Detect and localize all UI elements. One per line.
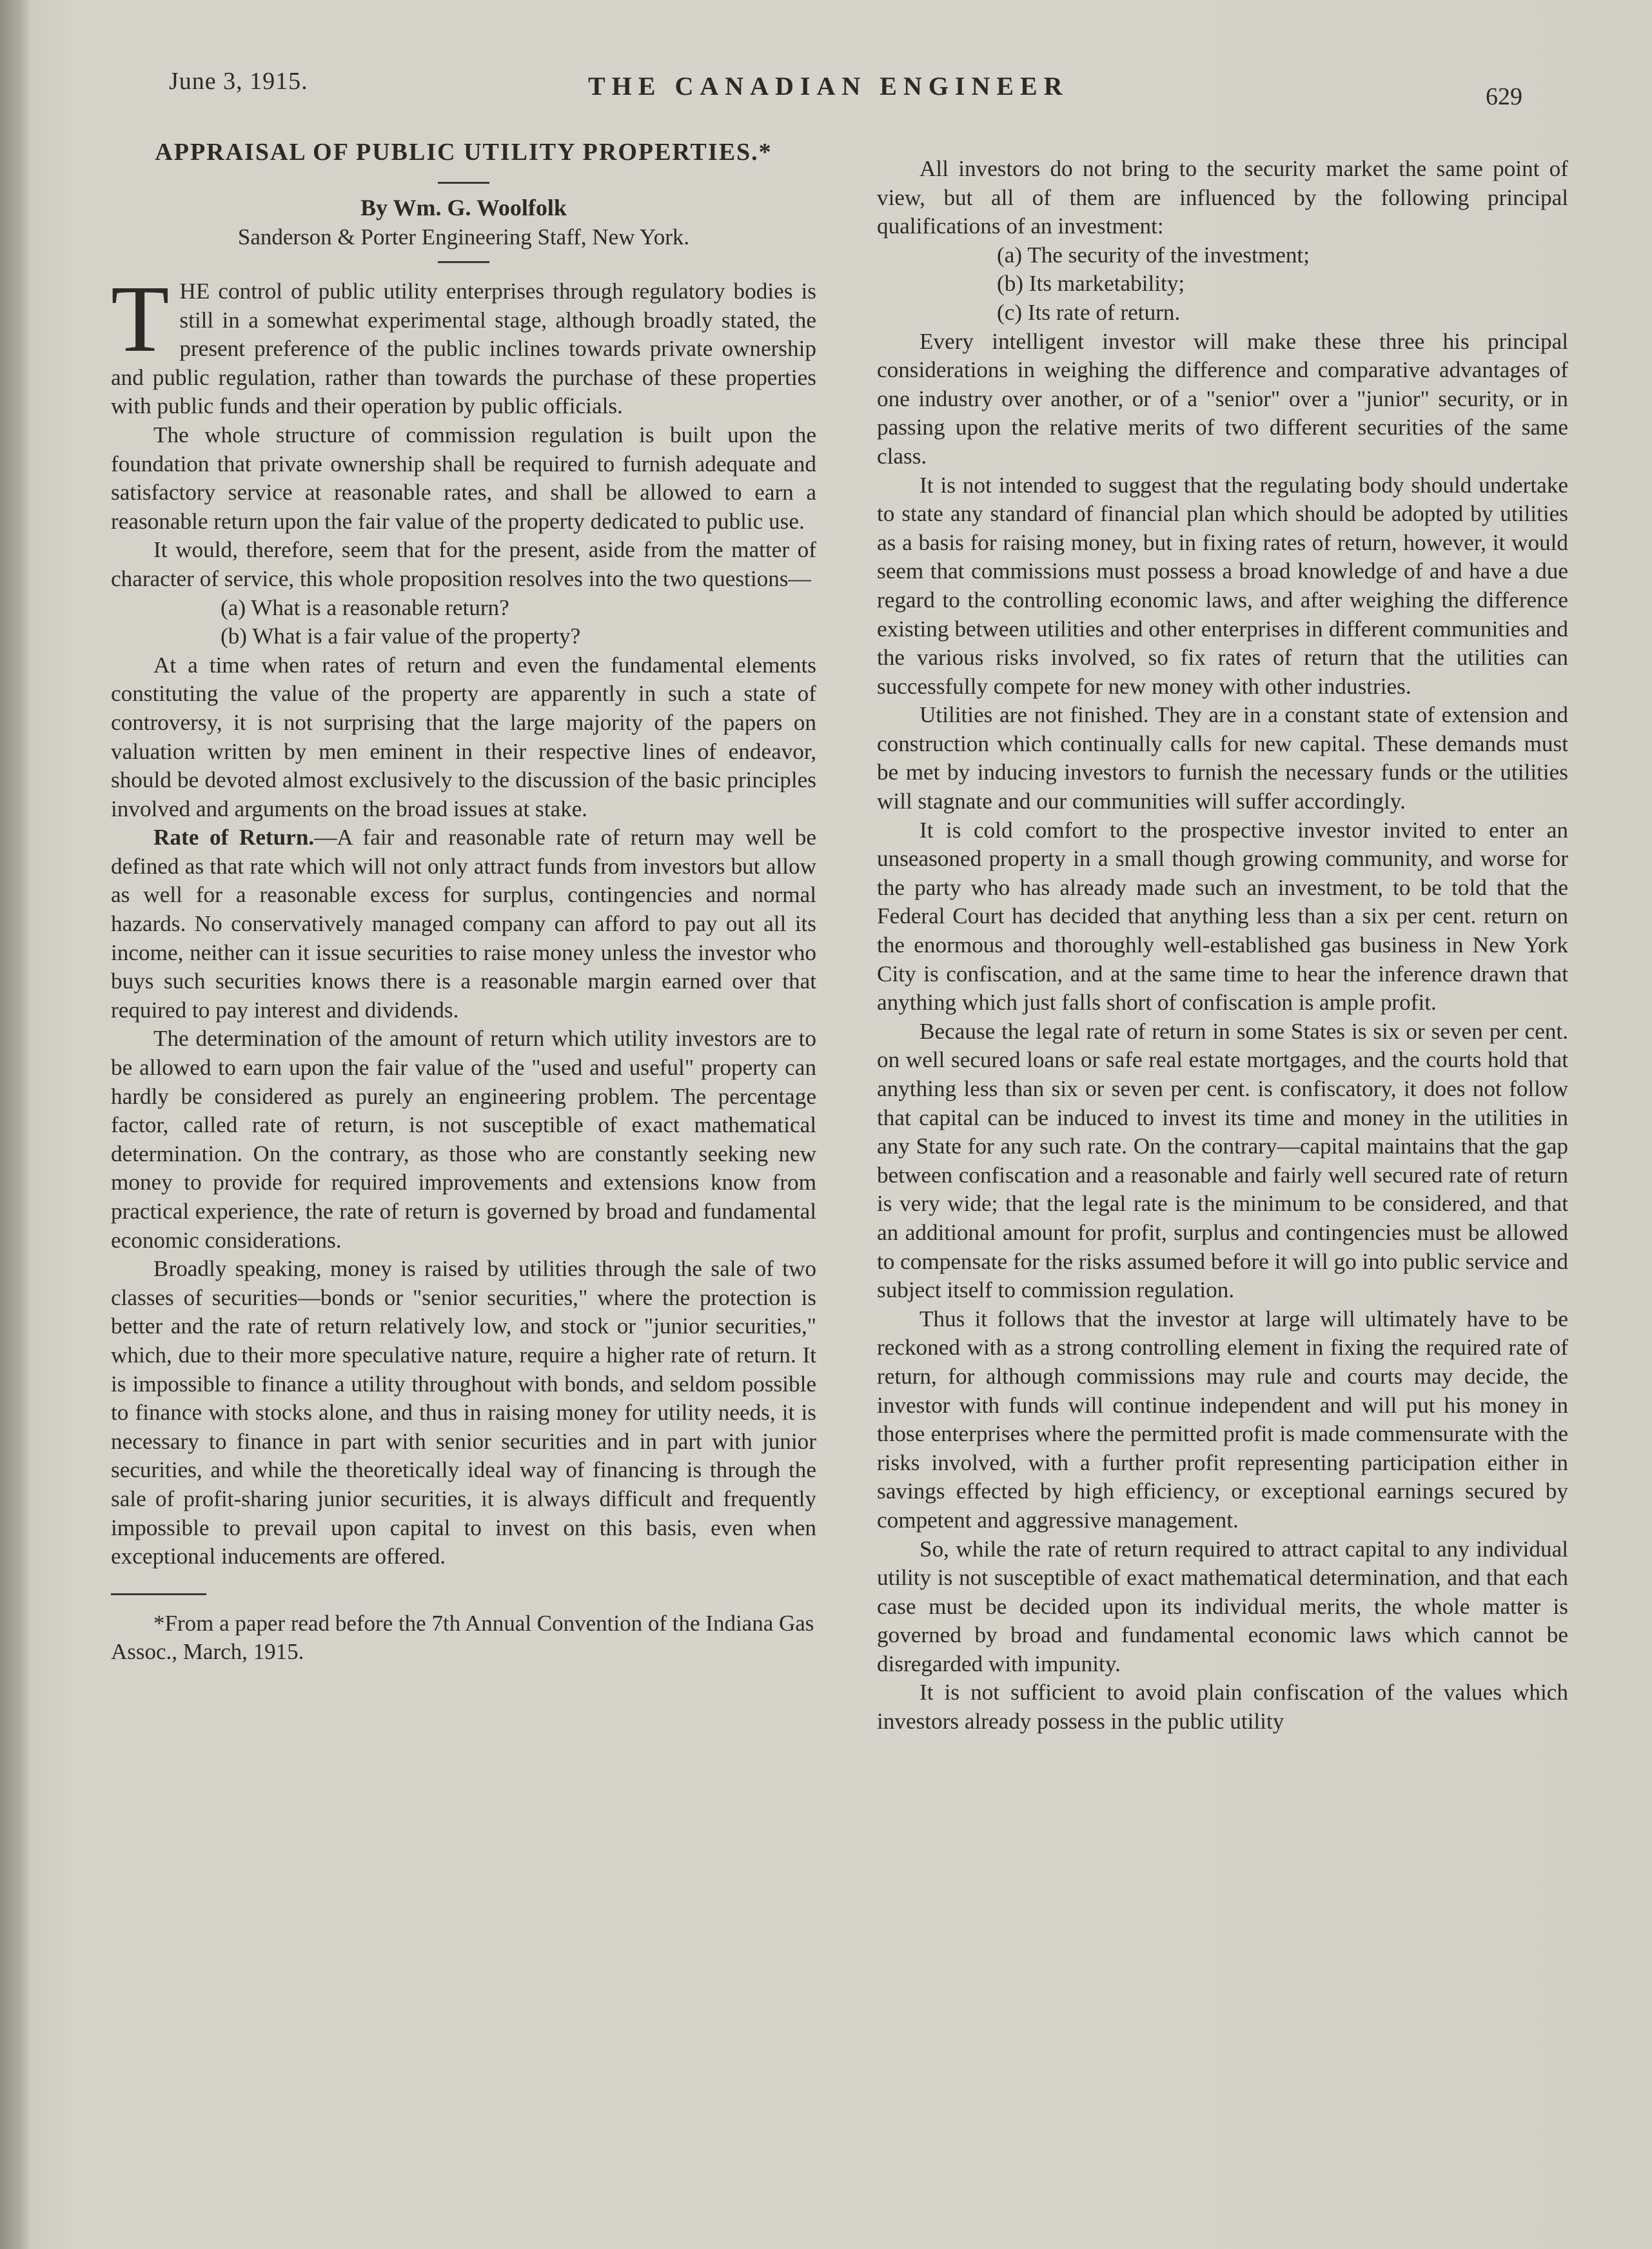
paragraph: The whole structure of commission regulation is built upon the foundation that private ownership shall be required to furnish adequate and satisfactory service at reasonable rates, and shall be allowed to earn a reasonable return upon the fair value of the property dedicated to public use.	[111, 422, 816, 534]
header-page-number: 629	[1486, 83, 1522, 110]
right-column	[877, 155, 1568, 1736]
byline-rule	[438, 261, 489, 263]
article-affiliation: Sanderson & Porter Engineering Staff, New York.	[237, 224, 690, 250]
paragraph-text: —A fair and reasonable rate of return may well be defined as that rate which will not only attract funds from investors but allow as well for a reasonable excess for surplus, contingencies and normal hazards. No conservatively managed company can afford to pay out all its income, neither can it issue securities to raise money unless the investor who buys such securities knows there is a reasonable margin earned over that required to pay interest and dividends.	[111, 825, 816, 1023]
subheading-rate-of-return: Rate of Return.	[153, 825, 315, 850]
article-byline: By Wm. G. Woolfolk	[360, 195, 567, 221]
question-a: (a) What is a reasonable return?	[221, 594, 509, 620]
question-b: (b) What is a fair value of the property?	[221, 624, 581, 649]
qualification-b: (b) Its marketability;	[997, 271, 1185, 297]
paragraph: It would, therefore, seem that for the present, aside from the matter of character of service, this whole proposition resolves into the two questions—	[111, 537, 816, 591]
paragraph: So, while the rate of return required to attract capital to any individual utility is not susceptible of exact mathematical determination, and that each case must be decided upon its individual merits, the whole matter is governed by broad and fundamental economic laws which cannot be disregarded with impunity.	[877, 1536, 1568, 1676]
left-column	[111, 134, 816, 1666]
paragraph: Broadly speaking, money is raised by utilities through the sale of two classes of securities—bonds or "senior securities," where the protection is better and the rate of return relatively low, and stock or "junior securities," which, due to their more speculative nature, require a higher rate of return. It is impossible to finance a utility throughout with bonds, and seldom possible to finance with stocks alone, and thus in raising money for utility needs, it is necessary to finance in part with senior securities and in part with junior securities, and while the theoretically ideal way of financing is through the sale of profit-sharing junior securities, it is always difficult and frequently impossible to prevail upon capital to invest on this basis, even when exceptional inducements are offered.	[111, 1256, 816, 1569]
paragraph: Because the legal rate of return in some States is six or seven per cent. on well secured loans or safe real estate mortgages, and the courts hold that anything less than six or seven per cent. is confiscatory, it does not follow that capital can be induced to invest its time and money in the utilities in any State for any such rate. On the contrary—capital maintains that the gap between confiscation and a reasonable and fairly well secured rate of return is very wide; that the legal rate is the minimum to be considered, and that an additional amount for profit, surplus and contingencies must be allowed to compensate for the risks assumed before it will go into public service and subject itself to commission regulation.	[877, 1018, 1568, 1303]
paragraph: All investors do not bring to the security market the same point of view, but all of them are influenced by the following principal qualifications of an investment:	[877, 156, 1568, 239]
paragraph: Every intelligent investor will make these three his principal considerations in weighing the difference and comparative advantages of one industry over another, or of a "senior" over a "junior" security, or in passing upon the relative merits of two different securities of the same class.	[877, 328, 1568, 469]
paragraph-intro	[111, 266, 816, 421]
header-journal-title: THE CANADIAN ENGINEER	[588, 72, 1069, 101]
paragraph: It is not intended to suggest that the regulating body should undertake to state any standard of financial plan which should be adopted by utilities as a basis for raising money, but in fixing rates of return, however, it would seem that commissions must possess a broad knowledge of and have a due regard to the controlling economic laws, and after weighing the difference existing between utilities and other enterprises in different communities and the various risks involved, so fix rates of return that the utilities can successfully compete for new money with other industries.	[877, 472, 1568, 699]
paragraph: It is not sufficient to avoid plain confiscation of the values which investors already possess in the public utility	[877, 1680, 1568, 1734]
binding-shadow	[0, 0, 31, 2249]
title-rule	[438, 182, 489, 184]
paragraph: The determination of the amount of return which utility investors are to be allowed to earn upon the fair value of the "used and useful" property can hardly be considered as purely an engineering problem. The percentage factor, called rate of return, is not susceptible of exact mathematical determination. On the contrary, as those who are constantly seeking new money to provide for required improvements and extensions know from practical experience, the rate of return is governed by broad and fundamental economic considerations.	[111, 1026, 816, 1253]
paragraph-intro-text: HE control of public utility enterprises through regulatory bodies is still in a somewhat experimental stage, although broadly stated, the present preference of the public inclines towards private ownership and public regulation, rather than towards the purchase of these properties with public funds and their operation by public officials.	[111, 279, 816, 419]
paragraph: It is cold comfort to the prospective investor invited to enter an unseasoned property in a small though growing community, and worse for the party who has already made such an investment, to be told that the Federal Court has decided that anything less than a six per cent. return on the enormous and thoroughly well-established gas business in New York City is confiscation, and at the same time to hear the inference drawn that anything which just falls short of confiscation is ample profit.	[877, 817, 1568, 1016]
qualification-c: (c) Its rate of return.	[997, 299, 1181, 325]
paragraph: Thus it follows that the investor at large will ultimately have to be reckoned with as a strong controlling element in fixing the required rate of return, for although commissions may rule and courts may decide, the investor with funds will continue independent and will put his money in those enterprises where the permitted profit is made commensurate with the risks involved, with a further profit representing participation either in savings effected by high efficiency, or exceptional earnings secured by competent and aggressive management.	[877, 1306, 1568, 1533]
drop-cap: T	[111, 266, 170, 372]
footnote-rule	[111, 1593, 206, 1595]
article-title: APPRAISAL OF PUBLIC UTILITY PROPERTIES.*	[155, 139, 772, 166]
qualification-a: (a) The security of the investment;	[997, 242, 1310, 268]
paragraph: Utilities are not finished. They are in a constant state of extension and construction which continually calls for new capital. These demands must be met by inducing investors to furnish the necessary funds or the utilities will stagnate and our communities will suffer accordingly.	[877, 702, 1568, 814]
paragraph-rate-of-return	[111, 823, 816, 1025]
header-date: June 3, 1915.	[169, 68, 308, 95]
paragraph: At a time when rates of return and even the fundamental elements constituting the value of the property are apparently in such a state of controversy, it is not surprising that the large majority of the papers on valuation written by men eminent in their respective lines of endeavor, should be devoted almost exclusively to the discussion of the basic principles involved and arguments on the broad issues at stake.	[111, 652, 816, 821]
footnote: *From a paper read before the 7th Annual Convention of the Indiana Gas Assoc., March, 1915.	[111, 1610, 814, 1664]
